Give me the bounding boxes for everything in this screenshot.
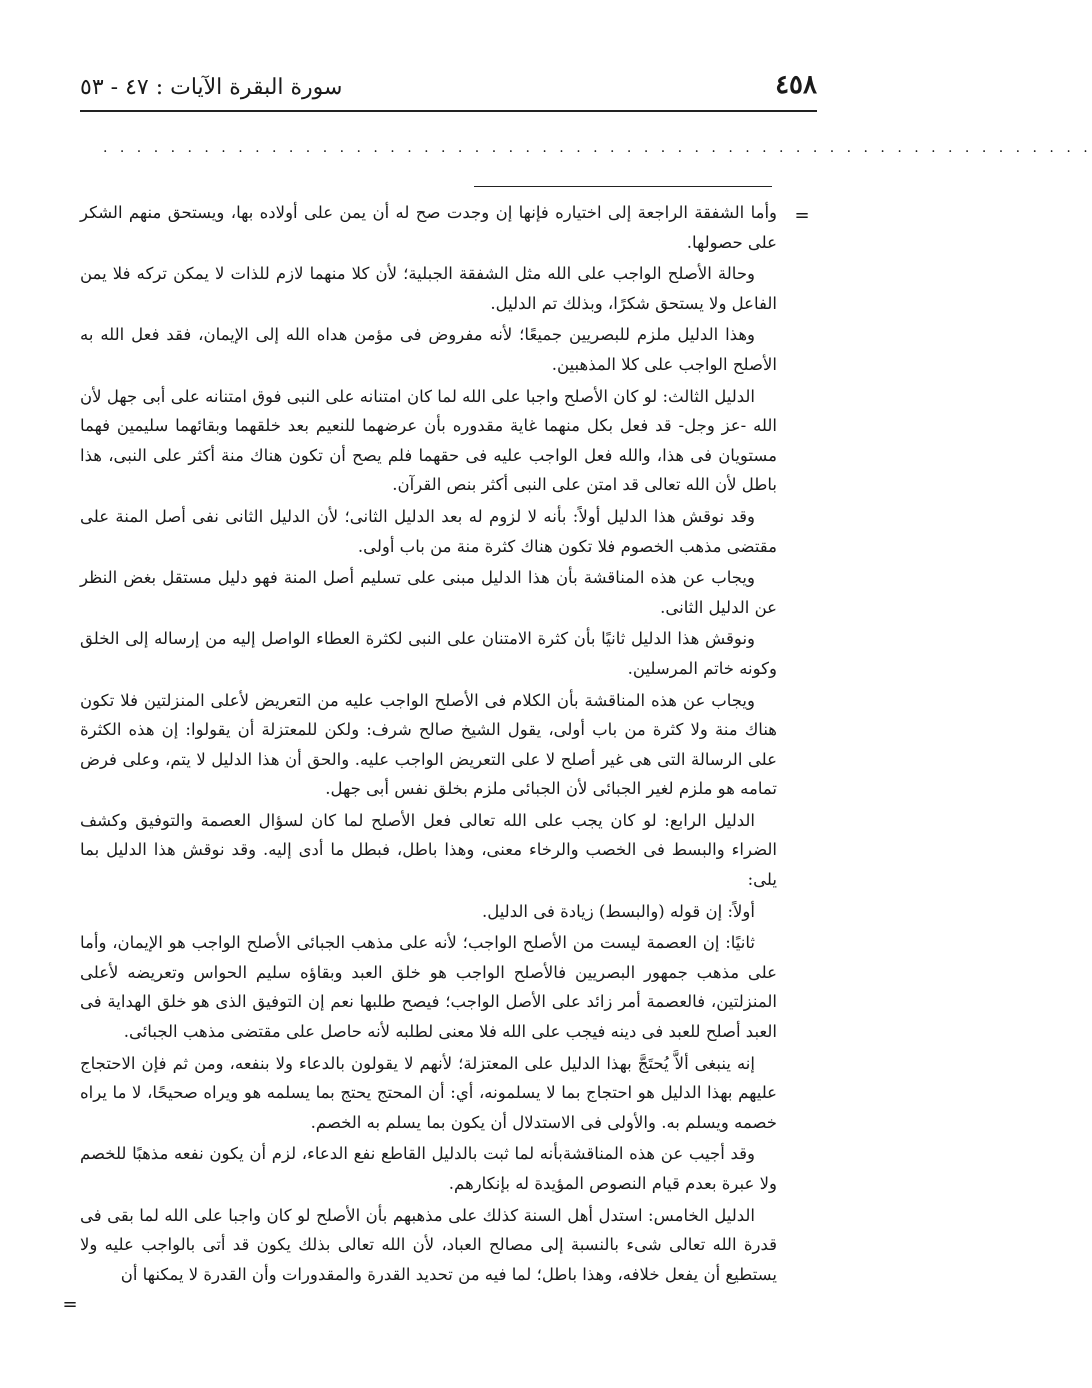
paragraph: الدليل الرابع: لو كان يجب على الله تعالى فعل الأصلح لما كان لسؤال العصمة والتوفيق وكشف الضراء والبسط فى الخصب والرخاء معنى، وهذا باطل، فبطل ما أدى إليه. وقد نوقش هذا الدليل بما يلى: bbox=[80, 810, 777, 890]
footnote-body bbox=[80, 198, 777, 1308]
header-rule bbox=[80, 110, 817, 112]
paragraph: وأما الشفقة الراجعة إلى اختياره فإنها إن وجدت صح له أن يمن على أولاده بها، ويستحق منهم الشكر على حصولها. bbox=[80, 203, 777, 252]
continuation-marker-top: = bbox=[794, 205, 810, 226]
paragraph: إنه ينبغى ألاَّ يُحتَجَّ بهذا الدليل على المعتزلة؛ لأنهم لا يقولون بالدعاء ولا بنفعه، ومن ثم فإن الاحتجاج عليهم بهذا الدليل هو احتجاج بما لا يسلمونه، أي: أن المحتج يحتج بما يسلمه هو ويراه صحيحًا، لا ما يراه خصمه ويسلم به. والأولى فى الاستدلال أن يكون بما يسلم به الخصم. bbox=[80, 1053, 777, 1132]
paragraph: وقد نوقش هذا الدليل أولاً: بأنه لا لزوم له بعد الدليل الثانى؛ لأن الدليل الثانى نفى أصل المنة على مقتضى مذهب الخصوم فلا تكون هناك كثرة منة من باب أولى. bbox=[80, 506, 777, 556]
continuation-marker-bottom: = bbox=[62, 1294, 78, 1315]
footnote-separator-rule bbox=[474, 186, 772, 187]
paragraph: ويجاب عن هذه المناقشة بأن هذا الدليل مبنى على تسليم أصل المنة فهو دليل مستقل بغض النظر عن الدليل الثانى. bbox=[80, 568, 777, 617]
paragraph: الدليل الخامس: استدل أهل السنة كذلك على مذهبهم بأن الأصلح لو كان واجبا على الله لما بقى فى قدرة الله تعالى شىء بالنسبة إلى مصالح العباد، لأن الله تعالى بذلك يكون قد أتى بالواجب عليه ولا يستطيع أن يفعل خلافه، وهذا باطل؛ لما فيه من تحديد القدرة والمقدورات وأن القدرة لا يمكنها أن bbox=[80, 1205, 778, 1284]
paragraph: ونوقش هذا الدليل ثانيًا بأن كثرة الامتنان على النبى لكثرة العطاء الواصل إليه من إرساله إلى الخلق وكونه خاتم المرسلين. bbox=[80, 629, 777, 678]
omission-dots: . . . . . . . . . . . . . . . . . . . . . . . . . . . . . . . . . . . . . . . . . . . . . . . . . . . . . . . . . . . bbox=[103, 140, 1092, 156]
paragraph: الدليل الثالث: لو كان الأصلح واجبا على الله لما كان امتنانه على النبى فوق امتنانه على أبى جهل لأن الله -عز وجل- قد فعل بكل منهما غاية مقدوره بأن عرضهما للنعيم بعد خلقهما وبقائهما سليمين فهما مستويان فى هذا، والله فعل الواجب عليه فى حقهما فلم يصح أن تكون هناك منة أكثر على النبى، هذا باطل لأن الله تعالى قد امتن على النبى أكثر بنص القرآن. bbox=[80, 386, 777, 495]
paragraph: أولاً: إن قوله (والبسط) زيادة فى الدليل. bbox=[481, 901, 755, 921]
page-header bbox=[80, 60, 817, 100]
paragraph: ثانيًا: إن العصمة ليست من الأصلح الواجب؛ لأنه على مذهب الجبائى الأصلح الواجب هو الإيمان، وأما على مذهب جمهور البصريين فالأصلح الواجب هو خلق العبد وبقاؤه سليم الحواس وتعريضه لأعلى المنزلتين، فالعصمة أمر زائد على الأصل الواجب؛ فيصح طلبها نعم إن التوفيق الذى هو خلق الهداية فى العبد أصلح للعبد فى دينه فيجب على الله فلا معنى لطلبه لأنه حاصل على مقتضى مذهب الجبائى. bbox=[80, 933, 777, 1042]
page-number: ٤٥٨ bbox=[775, 70, 817, 100]
paragraph: وقد أجيب عن هذه المناقشةبأنه لما ثبت بالدليل القاطع نفع الدعاء، لزم أن يكون نفعه مذهبًا للخصم ولا عبرة بعدم قيام النصوص المؤيدة له بإنكارهم. bbox=[80, 1144, 777, 1193]
running-title: سورة البقرة الآيات : ٤٧ - ٥٣ bbox=[80, 75, 343, 100]
paragraph: وهذا الدليل ملزم للبصريين جميعًا؛ لأنه مفروض فى مؤمن هداه الله إلى الإيمان، فقد فعل الله به الأصلح الواجب على كلا المذهبين. bbox=[80, 325, 777, 374]
paragraph: ويجاب عن هذه المناقشة بأن الكلام فى الأصلح الواجب عليه من التعريض لأعلى المنزلتين فلا تكون هناك منة ولا كثرة من باب أولى، يقول الشيخ صالح شرف: ولكن للمعتزلة أن يقولوا: إن هذه الكثرة على الرسالة التى هى غير أصلح لا على التعريض الواجب عليه. والحق أن هذا الدليل لا يتم، وعلى فرض تمامه هو ملزم لغير الجبائى لأن الجبائى ملزم بخلق نفس أبى جهل. bbox=[80, 690, 777, 799]
paragraph: وحالة الأصلح الواجب على الله مثل الشفقة الجبلية؛ لأن كلا منهما لازم للذات لا يمكن تركه فلا يمن الفاعل ولا يستحق شكرًا، وبذلك تم الدليل. bbox=[80, 264, 777, 313]
